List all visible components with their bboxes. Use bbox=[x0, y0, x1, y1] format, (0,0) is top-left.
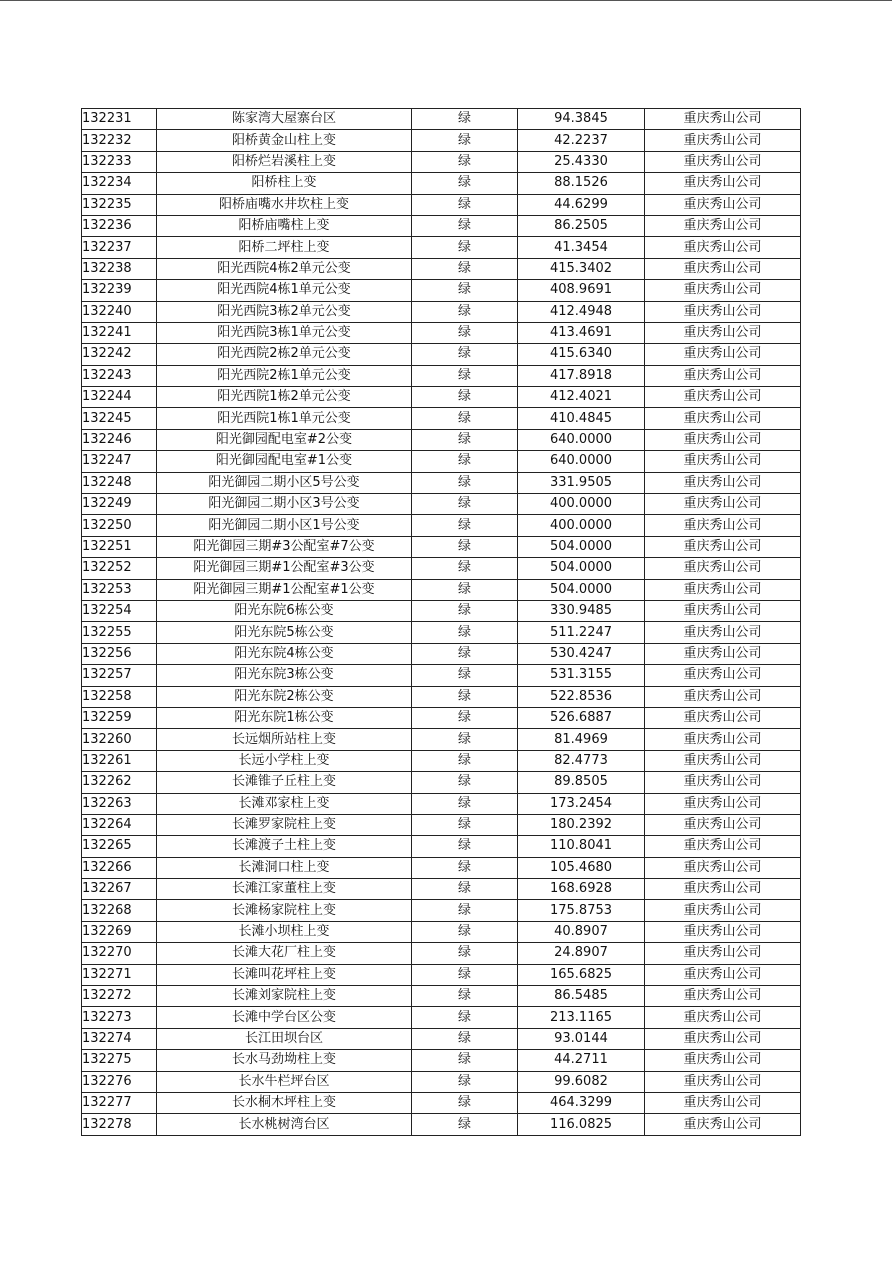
cell-org: 重庆秀山公司 bbox=[645, 814, 801, 835]
cell-color: 绿 bbox=[412, 900, 518, 921]
page-top-border bbox=[0, 0, 892, 1]
cell-id: 132262 bbox=[82, 772, 157, 793]
data-table bbox=[81, 108, 801, 1136]
cell-name: 长远烟所站柱上变 bbox=[157, 729, 412, 750]
cell-color: 绿 bbox=[412, 814, 518, 835]
cell-id: 132247 bbox=[82, 451, 157, 472]
cell-org: 重庆秀山公司 bbox=[645, 408, 801, 429]
cell-value: 105.4680 bbox=[518, 857, 645, 878]
cell-id: 132231 bbox=[82, 109, 157, 130]
cell-name: 阳光西院4栋2单元公变 bbox=[157, 258, 412, 279]
cell-color: 绿 bbox=[412, 344, 518, 365]
cell-color: 绿 bbox=[412, 194, 518, 215]
cell-color: 绿 bbox=[412, 536, 518, 557]
cell-org: 重庆秀山公司 bbox=[645, 130, 801, 151]
cell-org: 重庆秀山公司 bbox=[645, 1007, 801, 1028]
cell-value: 175.8753 bbox=[518, 900, 645, 921]
cell-value: 522.8536 bbox=[518, 686, 645, 707]
cell-name: 阳光东院6栋公变 bbox=[157, 600, 412, 621]
cell-value: 504.0000 bbox=[518, 536, 645, 557]
cell-org: 重庆秀山公司 bbox=[645, 793, 801, 814]
cell-org: 重庆秀山公司 bbox=[645, 215, 801, 236]
cell-value: 530.4247 bbox=[518, 643, 645, 664]
table-row bbox=[82, 857, 801, 878]
cell-org: 重庆秀山公司 bbox=[645, 579, 801, 600]
cell-name: 阳光东院5栋公变 bbox=[157, 622, 412, 643]
table-row bbox=[82, 665, 801, 686]
cell-id: 132240 bbox=[82, 301, 157, 322]
cell-id: 132268 bbox=[82, 900, 157, 921]
cell-color: 绿 bbox=[412, 365, 518, 386]
cell-value: 400.0000 bbox=[518, 494, 645, 515]
cell-color: 绿 bbox=[412, 857, 518, 878]
cell-id: 132234 bbox=[82, 173, 157, 194]
cell-org: 重庆秀山公司 bbox=[645, 280, 801, 301]
cell-value: 415.3402 bbox=[518, 258, 645, 279]
cell-id: 132243 bbox=[82, 365, 157, 386]
cell-color: 绿 bbox=[412, 109, 518, 130]
cell-color: 绿 bbox=[412, 1071, 518, 1092]
cell-name: 长水桐木坪柱上变 bbox=[157, 1092, 412, 1113]
cell-name: 阳光御园二期小区5号公变 bbox=[157, 472, 412, 493]
cell-id: 132272 bbox=[82, 986, 157, 1007]
cell-org: 重庆秀山公司 bbox=[645, 772, 801, 793]
cell-name: 阳桥黄金山柱上变 bbox=[157, 130, 412, 151]
cell-value: 93.0144 bbox=[518, 1028, 645, 1049]
table-row bbox=[82, 921, 801, 942]
cell-value: 82.4773 bbox=[518, 750, 645, 771]
cell-value: 213.1165 bbox=[518, 1007, 645, 1028]
table-row bbox=[82, 344, 801, 365]
cell-org: 重庆秀山公司 bbox=[645, 322, 801, 343]
table-row bbox=[82, 814, 801, 835]
cell-id: 132261 bbox=[82, 750, 157, 771]
cell-id: 132276 bbox=[82, 1071, 157, 1092]
cell-color: 绿 bbox=[412, 622, 518, 643]
table-row bbox=[82, 301, 801, 322]
cell-org: 重庆秀山公司 bbox=[645, 1114, 801, 1135]
cell-id: 132277 bbox=[82, 1092, 157, 1113]
cell-color: 绿 bbox=[412, 472, 518, 493]
cell-color: 绿 bbox=[412, 558, 518, 579]
cell-value: 526.6887 bbox=[518, 707, 645, 728]
cell-name: 陈家湾大屋寨台区 bbox=[157, 109, 412, 130]
cell-org: 重庆秀山公司 bbox=[645, 879, 801, 900]
cell-org: 重庆秀山公司 bbox=[645, 387, 801, 408]
cell-color: 绿 bbox=[412, 322, 518, 343]
cell-color: 绿 bbox=[412, 943, 518, 964]
cell-org: 重庆秀山公司 bbox=[645, 1071, 801, 1092]
cell-name: 阳光东院4栋公变 bbox=[157, 643, 412, 664]
cell-name: 阳光御园配电室#2公变 bbox=[157, 429, 412, 450]
cell-id: 132235 bbox=[82, 194, 157, 215]
cell-value: 81.4969 bbox=[518, 729, 645, 750]
cell-org: 重庆秀山公司 bbox=[645, 258, 801, 279]
cell-value: 464.3299 bbox=[518, 1092, 645, 1113]
cell-name: 长滩江家董柱上变 bbox=[157, 879, 412, 900]
cell-name: 长滩锥子丘柱上变 bbox=[157, 772, 412, 793]
cell-org: 重庆秀山公司 bbox=[645, 494, 801, 515]
cell-org: 重庆秀山公司 bbox=[645, 344, 801, 365]
table-row bbox=[82, 322, 801, 343]
table-row bbox=[82, 600, 801, 621]
cell-name: 长滩刘家院柱上变 bbox=[157, 986, 412, 1007]
cell-name: 阳光御园三期#3公配室#7公变 bbox=[157, 536, 412, 557]
cell-org: 重庆秀山公司 bbox=[645, 451, 801, 472]
cell-id: 132252 bbox=[82, 558, 157, 579]
cell-value: 41.3454 bbox=[518, 237, 645, 258]
cell-id: 132275 bbox=[82, 1050, 157, 1071]
cell-name: 阳光西院3栋2单元公变 bbox=[157, 301, 412, 322]
table-row bbox=[82, 130, 801, 151]
cell-id: 132260 bbox=[82, 729, 157, 750]
table-row bbox=[82, 451, 801, 472]
cell-value: 330.9485 bbox=[518, 600, 645, 621]
cell-color: 绿 bbox=[412, 793, 518, 814]
cell-org: 重庆秀山公司 bbox=[645, 643, 801, 664]
cell-value: 99.6082 bbox=[518, 1071, 645, 1092]
cell-id: 132232 bbox=[82, 130, 157, 151]
cell-org: 重庆秀山公司 bbox=[645, 1092, 801, 1113]
cell-id: 132248 bbox=[82, 472, 157, 493]
cell-name: 阳光西院3栋1单元公变 bbox=[157, 322, 412, 343]
cell-color: 绿 bbox=[412, 173, 518, 194]
cell-name: 阳光御园配电室#1公变 bbox=[157, 451, 412, 472]
cell-org: 重庆秀山公司 bbox=[645, 536, 801, 557]
cell-id: 132271 bbox=[82, 964, 157, 985]
cell-id: 132238 bbox=[82, 258, 157, 279]
cell-color: 绿 bbox=[412, 879, 518, 900]
table-row bbox=[82, 536, 801, 557]
table-row bbox=[82, 1092, 801, 1113]
cell-color: 绿 bbox=[412, 1050, 518, 1071]
cell-name: 长滩罗家院柱上变 bbox=[157, 814, 412, 835]
cell-name: 阳光东院2栋公变 bbox=[157, 686, 412, 707]
cell-org: 重庆秀山公司 bbox=[645, 836, 801, 857]
table-row bbox=[82, 472, 801, 493]
cell-color: 绿 bbox=[412, 1092, 518, 1113]
cell-org: 重庆秀山公司 bbox=[645, 365, 801, 386]
cell-value: 86.5485 bbox=[518, 986, 645, 1007]
cell-id: 132239 bbox=[82, 280, 157, 301]
table-row bbox=[82, 943, 801, 964]
cell-org: 重庆秀山公司 bbox=[645, 750, 801, 771]
cell-color: 绿 bbox=[412, 408, 518, 429]
cell-name: 阳光西院2栋2单元公变 bbox=[157, 344, 412, 365]
cell-color: 绿 bbox=[412, 387, 518, 408]
cell-color: 绿 bbox=[412, 1114, 518, 1135]
cell-color: 绿 bbox=[412, 130, 518, 151]
cell-value: 413.4691 bbox=[518, 322, 645, 343]
cell-value: 40.8907 bbox=[518, 921, 645, 942]
table-row bbox=[82, 686, 801, 707]
cell-value: 173.2454 bbox=[518, 793, 645, 814]
cell-org: 重庆秀山公司 bbox=[645, 857, 801, 878]
cell-value: 94.3845 bbox=[518, 109, 645, 130]
table-row bbox=[82, 429, 801, 450]
cell-name: 长滩洞口柱上变 bbox=[157, 857, 412, 878]
table-row bbox=[82, 558, 801, 579]
cell-id: 132278 bbox=[82, 1114, 157, 1135]
cell-org: 重庆秀山公司 bbox=[645, 964, 801, 985]
cell-id: 132245 bbox=[82, 408, 157, 429]
cell-id: 132255 bbox=[82, 622, 157, 643]
cell-org: 重庆秀山公司 bbox=[645, 472, 801, 493]
cell-org: 重庆秀山公司 bbox=[645, 429, 801, 450]
cell-value: 42.2237 bbox=[518, 130, 645, 151]
table-row bbox=[82, 643, 801, 664]
cell-name: 长滩杨家院柱上变 bbox=[157, 900, 412, 921]
table-row bbox=[82, 879, 801, 900]
table-row bbox=[82, 793, 801, 814]
cell-value: 408.9691 bbox=[518, 280, 645, 301]
cell-org: 重庆秀山公司 bbox=[645, 921, 801, 942]
cell-color: 绿 bbox=[412, 280, 518, 301]
table-row bbox=[82, 622, 801, 643]
cell-org: 重庆秀山公司 bbox=[645, 194, 801, 215]
table-row bbox=[82, 1071, 801, 1092]
table-row bbox=[82, 215, 801, 236]
cell-id: 132269 bbox=[82, 921, 157, 942]
cell-id: 132265 bbox=[82, 836, 157, 857]
cell-color: 绿 bbox=[412, 1007, 518, 1028]
cell-name: 长滩中学台区公变 bbox=[157, 1007, 412, 1028]
cell-org: 重庆秀山公司 bbox=[645, 665, 801, 686]
cell-name: 长江田坝台区 bbox=[157, 1028, 412, 1049]
table-body bbox=[82, 109, 801, 1136]
cell-name: 长滩大花厂柱上变 bbox=[157, 943, 412, 964]
cell-id: 132263 bbox=[82, 793, 157, 814]
cell-name: 阳光御园三期#1公配室#3公变 bbox=[157, 558, 412, 579]
cell-name: 长远小学柱上变 bbox=[157, 750, 412, 771]
cell-value: 640.0000 bbox=[518, 451, 645, 472]
cell-value: 511.2247 bbox=[518, 622, 645, 643]
cell-color: 绿 bbox=[412, 515, 518, 536]
cell-color: 绿 bbox=[412, 750, 518, 771]
table-row bbox=[82, 194, 801, 215]
cell-value: 25.4330 bbox=[518, 151, 645, 172]
table-row bbox=[82, 109, 801, 130]
cell-color: 绿 bbox=[412, 258, 518, 279]
cell-color: 绿 bbox=[412, 237, 518, 258]
cell-name: 阳桥二坪柱上变 bbox=[157, 237, 412, 258]
table-row bbox=[82, 900, 801, 921]
cell-id: 132264 bbox=[82, 814, 157, 835]
cell-name: 长水马劲坳柱上变 bbox=[157, 1050, 412, 1071]
cell-color: 绿 bbox=[412, 451, 518, 472]
cell-id: 132273 bbox=[82, 1007, 157, 1028]
cell-id: 132267 bbox=[82, 879, 157, 900]
cell-value: 89.8505 bbox=[518, 772, 645, 793]
cell-value: 410.4845 bbox=[518, 408, 645, 429]
cell-value: 531.3155 bbox=[518, 665, 645, 686]
cell-name: 阳光御园三期#1公配室#1公变 bbox=[157, 579, 412, 600]
cell-color: 绿 bbox=[412, 151, 518, 172]
cell-name: 阳桥柱上变 bbox=[157, 173, 412, 194]
cell-org: 重庆秀山公司 bbox=[645, 1028, 801, 1049]
cell-id: 132233 bbox=[82, 151, 157, 172]
table-row bbox=[82, 258, 801, 279]
cell-value: 110.8041 bbox=[518, 836, 645, 857]
cell-value: 417.8918 bbox=[518, 365, 645, 386]
cell-id: 132251 bbox=[82, 536, 157, 557]
cell-value: 44.2711 bbox=[518, 1050, 645, 1071]
cell-name: 阳桥庙嘴柱上变 bbox=[157, 215, 412, 236]
cell-color: 绿 bbox=[412, 921, 518, 942]
cell-name: 阳桥庙嘴水井坎柱上变 bbox=[157, 194, 412, 215]
cell-org: 重庆秀山公司 bbox=[645, 686, 801, 707]
cell-org: 重庆秀山公司 bbox=[645, 515, 801, 536]
table-row bbox=[82, 173, 801, 194]
cell-org: 重庆秀山公司 bbox=[645, 622, 801, 643]
table-row bbox=[82, 986, 801, 1007]
cell-color: 绿 bbox=[412, 215, 518, 236]
cell-color: 绿 bbox=[412, 600, 518, 621]
cell-color: 绿 bbox=[412, 494, 518, 515]
cell-value: 640.0000 bbox=[518, 429, 645, 450]
table-row bbox=[82, 494, 801, 515]
table-row bbox=[82, 964, 801, 985]
cell-name: 长滩渡子土柱上变 bbox=[157, 836, 412, 857]
cell-color: 绿 bbox=[412, 836, 518, 857]
cell-name: 长滩邓家柱上变 bbox=[157, 793, 412, 814]
cell-value: 180.2392 bbox=[518, 814, 645, 835]
cell-org: 重庆秀山公司 bbox=[645, 558, 801, 579]
cell-id: 132258 bbox=[82, 686, 157, 707]
cell-color: 绿 bbox=[412, 1028, 518, 1049]
cell-color: 绿 bbox=[412, 429, 518, 450]
table-row bbox=[82, 772, 801, 793]
table-row bbox=[82, 1007, 801, 1028]
cell-color: 绿 bbox=[412, 686, 518, 707]
table-row bbox=[82, 836, 801, 857]
cell-id: 132244 bbox=[82, 387, 157, 408]
cell-name: 长水桃树湾台区 bbox=[157, 1114, 412, 1135]
cell-id: 132236 bbox=[82, 215, 157, 236]
cell-name: 阳光御园二期小区3号公变 bbox=[157, 494, 412, 515]
cell-name: 长滩叫花坪柱上变 bbox=[157, 964, 412, 985]
cell-name: 阳桥烂岩溪柱上变 bbox=[157, 151, 412, 172]
cell-id: 132257 bbox=[82, 665, 157, 686]
table-row bbox=[82, 1028, 801, 1049]
table-row bbox=[82, 1114, 801, 1135]
table-row bbox=[82, 387, 801, 408]
cell-id: 132266 bbox=[82, 857, 157, 878]
cell-name: 长水牛栏坪台区 bbox=[157, 1071, 412, 1092]
cell-id: 132246 bbox=[82, 429, 157, 450]
cell-name: 阳光东院1栋公变 bbox=[157, 707, 412, 728]
cell-color: 绿 bbox=[412, 665, 518, 686]
cell-id: 132259 bbox=[82, 707, 157, 728]
cell-color: 绿 bbox=[412, 579, 518, 600]
cell-org: 重庆秀山公司 bbox=[645, 173, 801, 194]
table-row bbox=[82, 151, 801, 172]
table-row bbox=[82, 365, 801, 386]
table-row bbox=[82, 237, 801, 258]
cell-org: 重庆秀山公司 bbox=[645, 301, 801, 322]
cell-name: 阳光西院2栋1单元公变 bbox=[157, 365, 412, 386]
cell-name: 阳光御园二期小区1号公变 bbox=[157, 515, 412, 536]
cell-value: 504.0000 bbox=[518, 558, 645, 579]
cell-org: 重庆秀山公司 bbox=[645, 151, 801, 172]
cell-id: 132253 bbox=[82, 579, 157, 600]
cell-org: 重庆秀山公司 bbox=[645, 600, 801, 621]
table-row bbox=[82, 750, 801, 771]
cell-org: 重庆秀山公司 bbox=[645, 943, 801, 964]
cell-value: 412.4021 bbox=[518, 387, 645, 408]
cell-value: 412.4948 bbox=[518, 301, 645, 322]
cell-color: 绿 bbox=[412, 707, 518, 728]
table-row bbox=[82, 515, 801, 536]
cell-id: 132241 bbox=[82, 322, 157, 343]
cell-value: 504.0000 bbox=[518, 579, 645, 600]
cell-id: 132254 bbox=[82, 600, 157, 621]
cell-id: 132270 bbox=[82, 943, 157, 964]
cell-id: 132274 bbox=[82, 1028, 157, 1049]
table-row bbox=[82, 707, 801, 728]
cell-value: 168.6928 bbox=[518, 879, 645, 900]
table-row bbox=[82, 280, 801, 301]
cell-id: 132256 bbox=[82, 643, 157, 664]
cell-value: 44.6299 bbox=[518, 194, 645, 215]
cell-color: 绿 bbox=[412, 643, 518, 664]
cell-value: 400.0000 bbox=[518, 515, 645, 536]
cell-value: 331.9505 bbox=[518, 472, 645, 493]
cell-value: 116.0825 bbox=[518, 1114, 645, 1135]
cell-org: 重庆秀山公司 bbox=[645, 707, 801, 728]
cell-org: 重庆秀山公司 bbox=[645, 109, 801, 130]
cell-name: 阳光东院3栋公变 bbox=[157, 665, 412, 686]
cell-value: 88.1526 bbox=[518, 173, 645, 194]
cell-org: 重庆秀山公司 bbox=[645, 729, 801, 750]
cell-org: 重庆秀山公司 bbox=[645, 1050, 801, 1071]
cell-org: 重庆秀山公司 bbox=[645, 986, 801, 1007]
table-row bbox=[82, 579, 801, 600]
cell-id: 132242 bbox=[82, 344, 157, 365]
cell-id: 132250 bbox=[82, 515, 157, 536]
table-row bbox=[82, 729, 801, 750]
cell-value: 165.6825 bbox=[518, 964, 645, 985]
cell-org: 重庆秀山公司 bbox=[645, 237, 801, 258]
cell-color: 绿 bbox=[412, 301, 518, 322]
table-row bbox=[82, 408, 801, 429]
cell-color: 绿 bbox=[412, 729, 518, 750]
cell-org: 重庆秀山公司 bbox=[645, 900, 801, 921]
cell-value: 415.6340 bbox=[518, 344, 645, 365]
cell-id: 132249 bbox=[82, 494, 157, 515]
table-row bbox=[82, 1050, 801, 1071]
cell-name: 阳光西院1栋1单元公变 bbox=[157, 408, 412, 429]
cell-name: 阳光西院4栋1单元公变 bbox=[157, 280, 412, 301]
cell-color: 绿 bbox=[412, 772, 518, 793]
cell-name: 阳光西院1栋2单元公变 bbox=[157, 387, 412, 408]
cell-color: 绿 bbox=[412, 964, 518, 985]
cell-color: 绿 bbox=[412, 986, 518, 1007]
cell-value: 24.8907 bbox=[518, 943, 645, 964]
cell-name: 长滩小坝柱上变 bbox=[157, 921, 412, 942]
cell-value: 86.2505 bbox=[518, 215, 645, 236]
cell-id: 132237 bbox=[82, 237, 157, 258]
